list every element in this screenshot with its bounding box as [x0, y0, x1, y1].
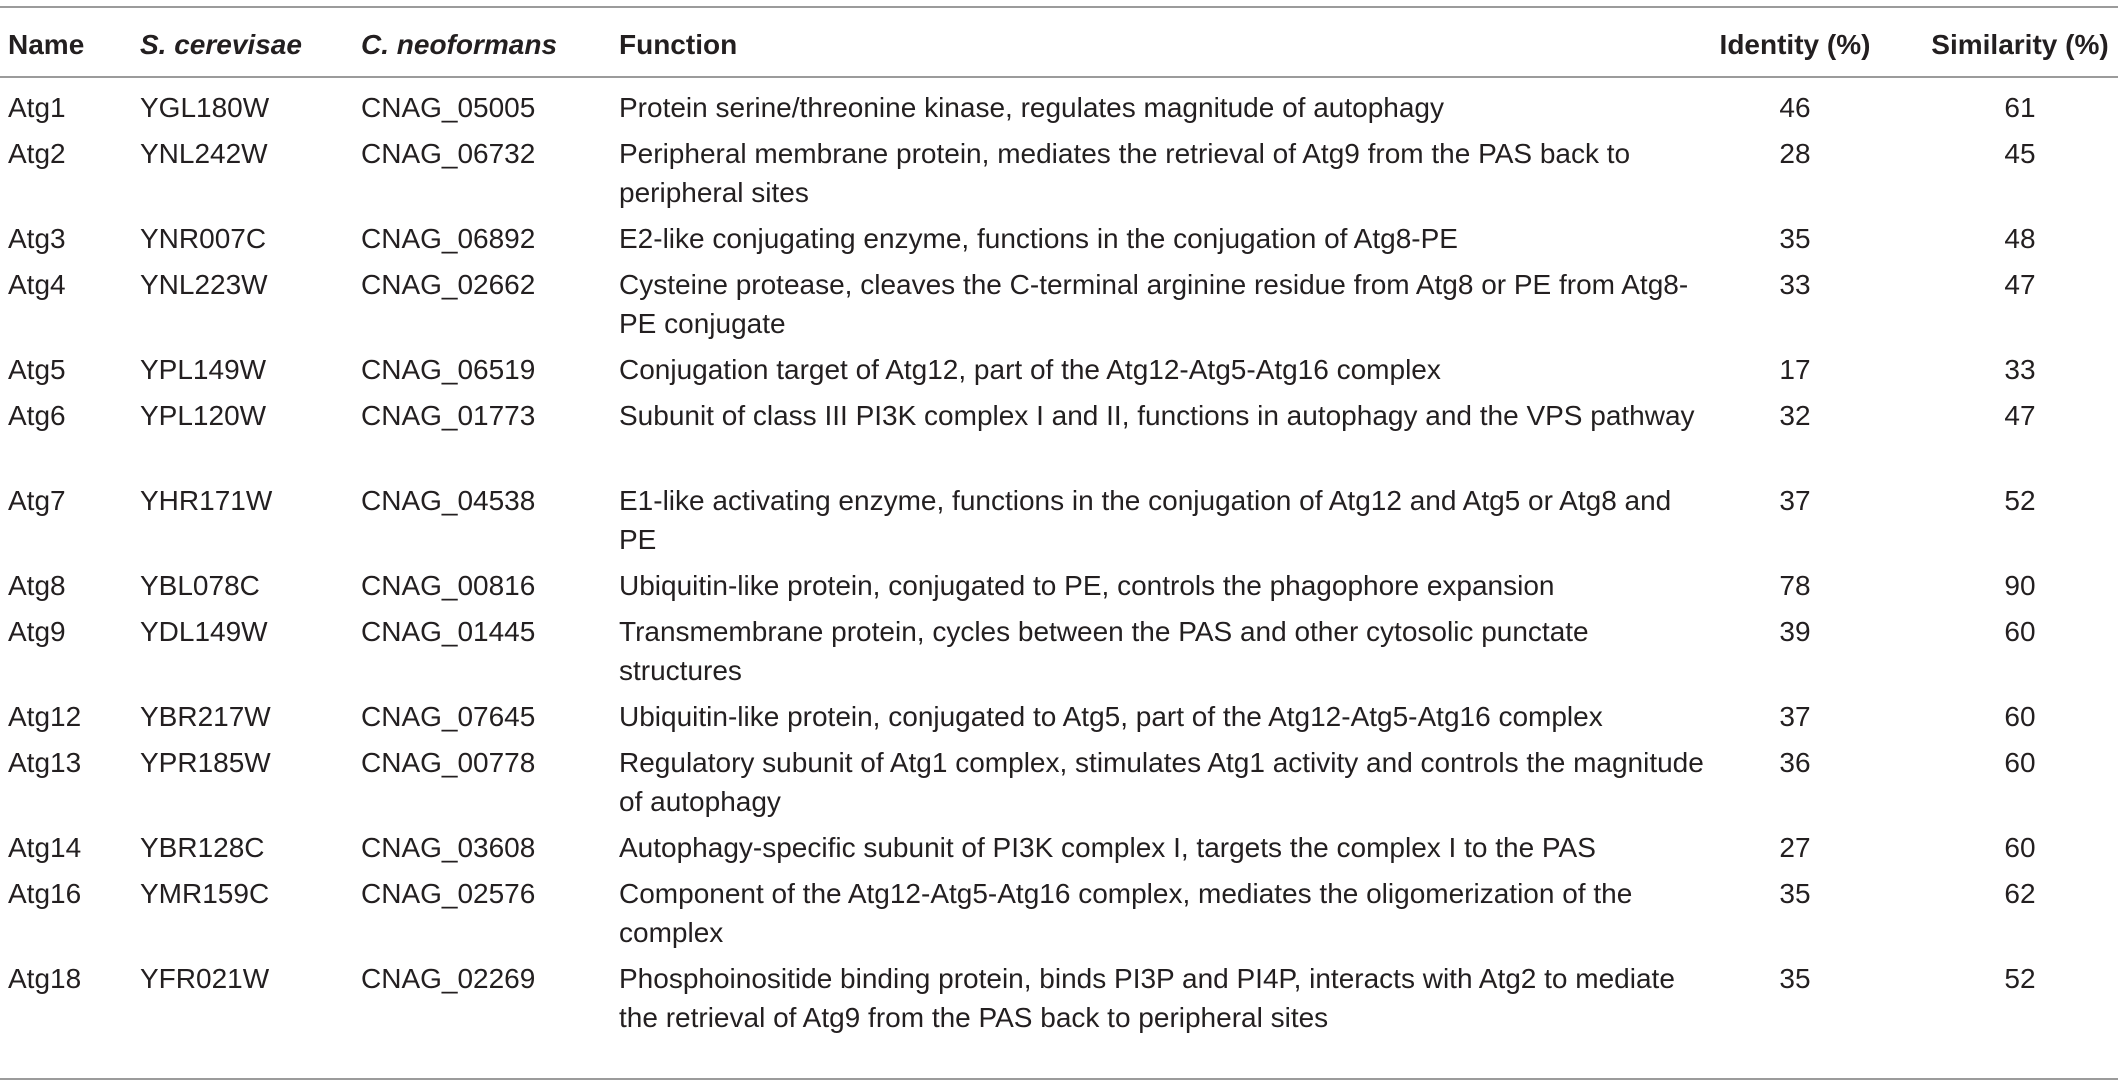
- table-row: [0, 396, 2118, 481]
- cell-identity: 36: [1779, 747, 1811, 778]
- cell-function: E2-like conjugating enzyme, functions in the conjugation of Atg8-PE: [619, 223, 1458, 254]
- cell-c-neoformans: CNAG_02269: [361, 963, 536, 994]
- cell-s-cerevisae: YBL078C: [140, 570, 260, 601]
- table-row: [0, 959, 2118, 1044]
- cell-c-neoformans: CNAG_02662: [361, 269, 536, 300]
- cell-similarity: 60: [2004, 701, 2036, 732]
- cell-identity: 28: [1779, 138, 1811, 169]
- cell-c-neoformans: CNAG_06519: [361, 354, 536, 385]
- table-row: [0, 566, 2118, 612]
- cell-similarity: 62: [2004, 878, 2036, 909]
- cell-identity: 35: [1779, 878, 1811, 909]
- cell-identity: 33: [1779, 269, 1811, 300]
- table-header-row: [0, 8, 2118, 76]
- cell-similarity: 47: [2004, 269, 2036, 300]
- cell-s-cerevisae: YDL149W: [140, 616, 268, 647]
- cell-c-neoformans: CNAG_00778: [361, 747, 536, 778]
- cell-similarity: 45: [2004, 138, 2036, 169]
- table-row: [0, 219, 2118, 265]
- table-body: [0, 88, 2118, 1044]
- cell-c-neoformans: CNAG_00816: [361, 570, 536, 601]
- cell-identity: 27: [1779, 832, 1811, 863]
- cell-name: Atg7: [8, 485, 66, 516]
- cell-function: Peripheral membrane protein, mediates the retrieval of Atg9 from the PAS back to peripheral sites: [619, 138, 1631, 208]
- cell-function: Conjugation target of Atg12, part of the Atg12-Atg5-Atg16 complex: [619, 354, 1441, 385]
- cell-name: Atg3: [8, 223, 66, 254]
- cell-c-neoformans: CNAG_07645: [361, 701, 536, 732]
- table-row: [0, 134, 2118, 219]
- cell-name: Atg9: [8, 616, 66, 647]
- table-row: [0, 828, 2118, 874]
- cell-c-neoformans: CNAG_06892: [361, 223, 536, 254]
- table-row: [0, 612, 2118, 697]
- cell-name: Atg4: [8, 269, 66, 300]
- cell-similarity: 47: [2004, 400, 2036, 431]
- cell-identity: 39: [1779, 616, 1811, 647]
- cell-s-cerevisae: YNL242W: [140, 138, 268, 169]
- header-function: Function: [619, 29, 738, 60]
- cell-similarity: 48: [2004, 223, 2036, 254]
- cell-name: Atg2: [8, 138, 66, 169]
- cell-similarity: 61: [2004, 92, 2036, 123]
- cell-name: Atg5: [8, 354, 66, 385]
- cell-s-cerevisae: YNR007C: [140, 223, 267, 254]
- cell-similarity: 60: [2004, 832, 2036, 863]
- table-header-rule: [0, 76, 2118, 78]
- cell-name: Atg18: [8, 963, 82, 994]
- cell-identity: 35: [1779, 963, 1811, 994]
- cell-similarity: 33: [2004, 354, 2036, 385]
- cell-identity: 78: [1779, 570, 1811, 601]
- cell-c-neoformans: CNAG_02576: [361, 878, 536, 909]
- table-row: [0, 481, 2118, 566]
- cell-function: Regulatory subunit of Atg1 complex, stimulates Atg1 activity and controls the magnitude of autophagy: [619, 747, 1704, 817]
- cell-function: Subunit of class III PI3K complex I and II, functions in autophagy and the VPS pathway: [619, 400, 1695, 431]
- cell-function: Component of the Atg12-Atg5-Atg16 complex, mediates the oligomerization of the complex: [619, 878, 1633, 948]
- cell-c-neoformans: CNAG_03608: [361, 832, 536, 863]
- cell-s-cerevisae: YMR159C: [140, 878, 270, 909]
- cell-name: Atg6: [8, 400, 66, 431]
- table-bottom-rule: [0, 1078, 2118, 1080]
- table-row: [0, 350, 2118, 396]
- cell-similarity: 60: [2004, 747, 2036, 778]
- header-s-cerevisae: S. cerevisae: [140, 29, 302, 60]
- cell-s-cerevisae: YHR171W: [140, 485, 273, 516]
- table-row: [0, 743, 2118, 828]
- cell-identity: 32: [1779, 400, 1811, 431]
- cell-s-cerevisae: YNL223W: [140, 269, 268, 300]
- cell-identity: 37: [1779, 701, 1811, 732]
- cell-function: Ubiquitin-like protein, conjugated to Atg5, part of the Atg12-Atg5-Atg16 complex: [619, 701, 1603, 732]
- table-row: [0, 697, 2118, 743]
- cell-s-cerevisae: YPL149W: [140, 354, 267, 385]
- cell-function: Phosphoinositide binding protein, binds PI3P and PI4P, interacts with Atg2 to mediate the retrieval of Atg9 from the PAS back to peripheral sites: [619, 963, 1675, 1033]
- header-similarity: Similarity (%): [1931, 29, 2109, 60]
- header-c-neoformans: C. neoformans: [361, 29, 558, 60]
- cell-function: Autophagy-specific subunit of PI3K complex I, targets the complex I to the PAS: [619, 832, 1596, 863]
- cell-s-cerevisae: YFR021W: [140, 963, 270, 994]
- cell-name: Atg12: [8, 701, 82, 732]
- cell-s-cerevisae: YPR185W: [140, 747, 271, 778]
- cell-name: Atg16: [8, 878, 82, 909]
- cell-identity: 46: [1779, 92, 1811, 123]
- table-row: [0, 874, 2118, 959]
- cell-c-neoformans: CNAG_05005: [361, 92, 536, 123]
- cell-c-neoformans: CNAG_01773: [361, 400, 536, 431]
- table-row: [0, 88, 2118, 134]
- cell-name: Atg1: [8, 92, 66, 123]
- cell-s-cerevisae: YBR128C: [140, 832, 265, 863]
- cell-similarity: 60: [2004, 616, 2036, 647]
- cell-similarity: 52: [2004, 485, 2036, 516]
- cell-c-neoformans: CNAG_06732: [361, 138, 536, 169]
- cell-s-cerevisae: YBR217W: [140, 701, 271, 732]
- cell-s-cerevisae: YPL120W: [140, 400, 267, 431]
- cell-identity: 35: [1779, 223, 1811, 254]
- cell-name: Atg13: [8, 747, 82, 778]
- cell-c-neoformans: CNAG_01445: [361, 616, 536, 647]
- cell-s-cerevisae: YGL180W: [140, 92, 270, 123]
- cell-function: E1-like activating enzyme, functions in the conjugation of Atg12 and Atg5 or Atg8 and PE: [619, 485, 1672, 555]
- header-identity: Identity (%): [1719, 29, 1871, 60]
- header-name: Name: [8, 29, 85, 60]
- cell-function: Ubiquitin-like protein, conjugated to PE, controls the phagophore expansion: [619, 570, 1555, 601]
- cell-similarity: 52: [2004, 963, 2036, 994]
- cell-function: Protein serine/threonine kinase, regulates magnitude of autophagy: [619, 92, 1444, 123]
- cell-identity: 17: [1779, 354, 1811, 385]
- cell-identity: 37: [1779, 485, 1811, 516]
- cell-function: Cysteine protease, cleaves the C-terminal arginine residue from Atg8 or PE from Atg8-PE conjugate: [619, 269, 1689, 339]
- table-row: [0, 265, 2118, 350]
- cell-c-neoformans: CNAG_04538: [361, 485, 536, 516]
- cell-name: Atg8: [8, 570, 66, 601]
- cell-similarity: 90: [2004, 570, 2036, 601]
- cell-function: Transmembrane protein, cycles between the PAS and other cytosolic punctate structures: [619, 616, 1589, 686]
- cell-name: Atg14: [8, 832, 82, 863]
